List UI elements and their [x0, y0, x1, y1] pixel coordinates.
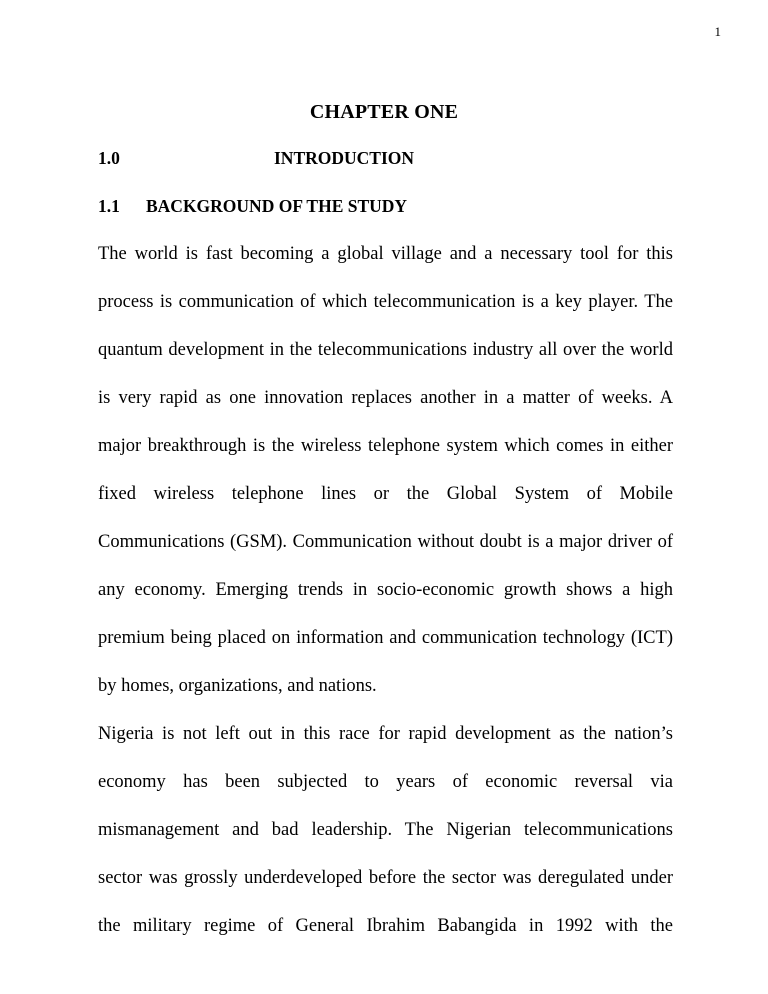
- text-line: is very rapid as one innovation replaces another in a matter of weeks. A: [98, 388, 673, 408]
- section-title: BACKGROUND OF THE STUDY: [146, 196, 408, 216]
- section-heading-1-0: [98, 148, 415, 169]
- section-title: INTRODUCTION: [274, 148, 415, 168]
- text-line: the military regime of General Ibrahim Babangida in 1992 with the: [98, 916, 673, 936]
- text-line: sector was grossly underdeveloped before the sector was deregulated under: [98, 868, 673, 888]
- text-line: economy has been subjected to years of economic reversal via: [98, 772, 673, 792]
- text-line: process is communication of which telecommunication is a key player. The: [98, 292, 673, 312]
- section-number: 1.1: [98, 196, 120, 216]
- section-number: 1.0: [98, 148, 120, 168]
- chapter-title: CHAPTER ONE: [309, 101, 459, 123]
- text-line: mismanagement and bad leadership. The Nigerian telecommunications: [98, 820, 673, 840]
- text-line: premium being placed on information and communication technology (ICT): [98, 628, 673, 648]
- page-number: 1: [714, 24, 721, 39]
- text-line: Communications (GSM). Communication without doubt is a major driver of: [98, 532, 673, 552]
- text-line: any economy. Emerging trends in socio-economic growth shows a high: [98, 580, 673, 600]
- text-line: Nigeria is not left out in this race for rapid development as the nation’s: [98, 724, 673, 744]
- text-line: quantum development in the telecommunications industry all over the world: [98, 340, 673, 360]
- text-line: by homes, organizations, and nations.: [98, 676, 377, 696]
- text-line: The world is fast becoming a global village and a necessary tool for this: [98, 244, 673, 264]
- text-line: major breakthrough is the wireless telephone system which comes in either: [98, 436, 673, 456]
- text-line: fixed wireless telephone lines or the Global System of Mobile: [98, 484, 673, 504]
- section-heading-1-1: [98, 196, 408, 217]
